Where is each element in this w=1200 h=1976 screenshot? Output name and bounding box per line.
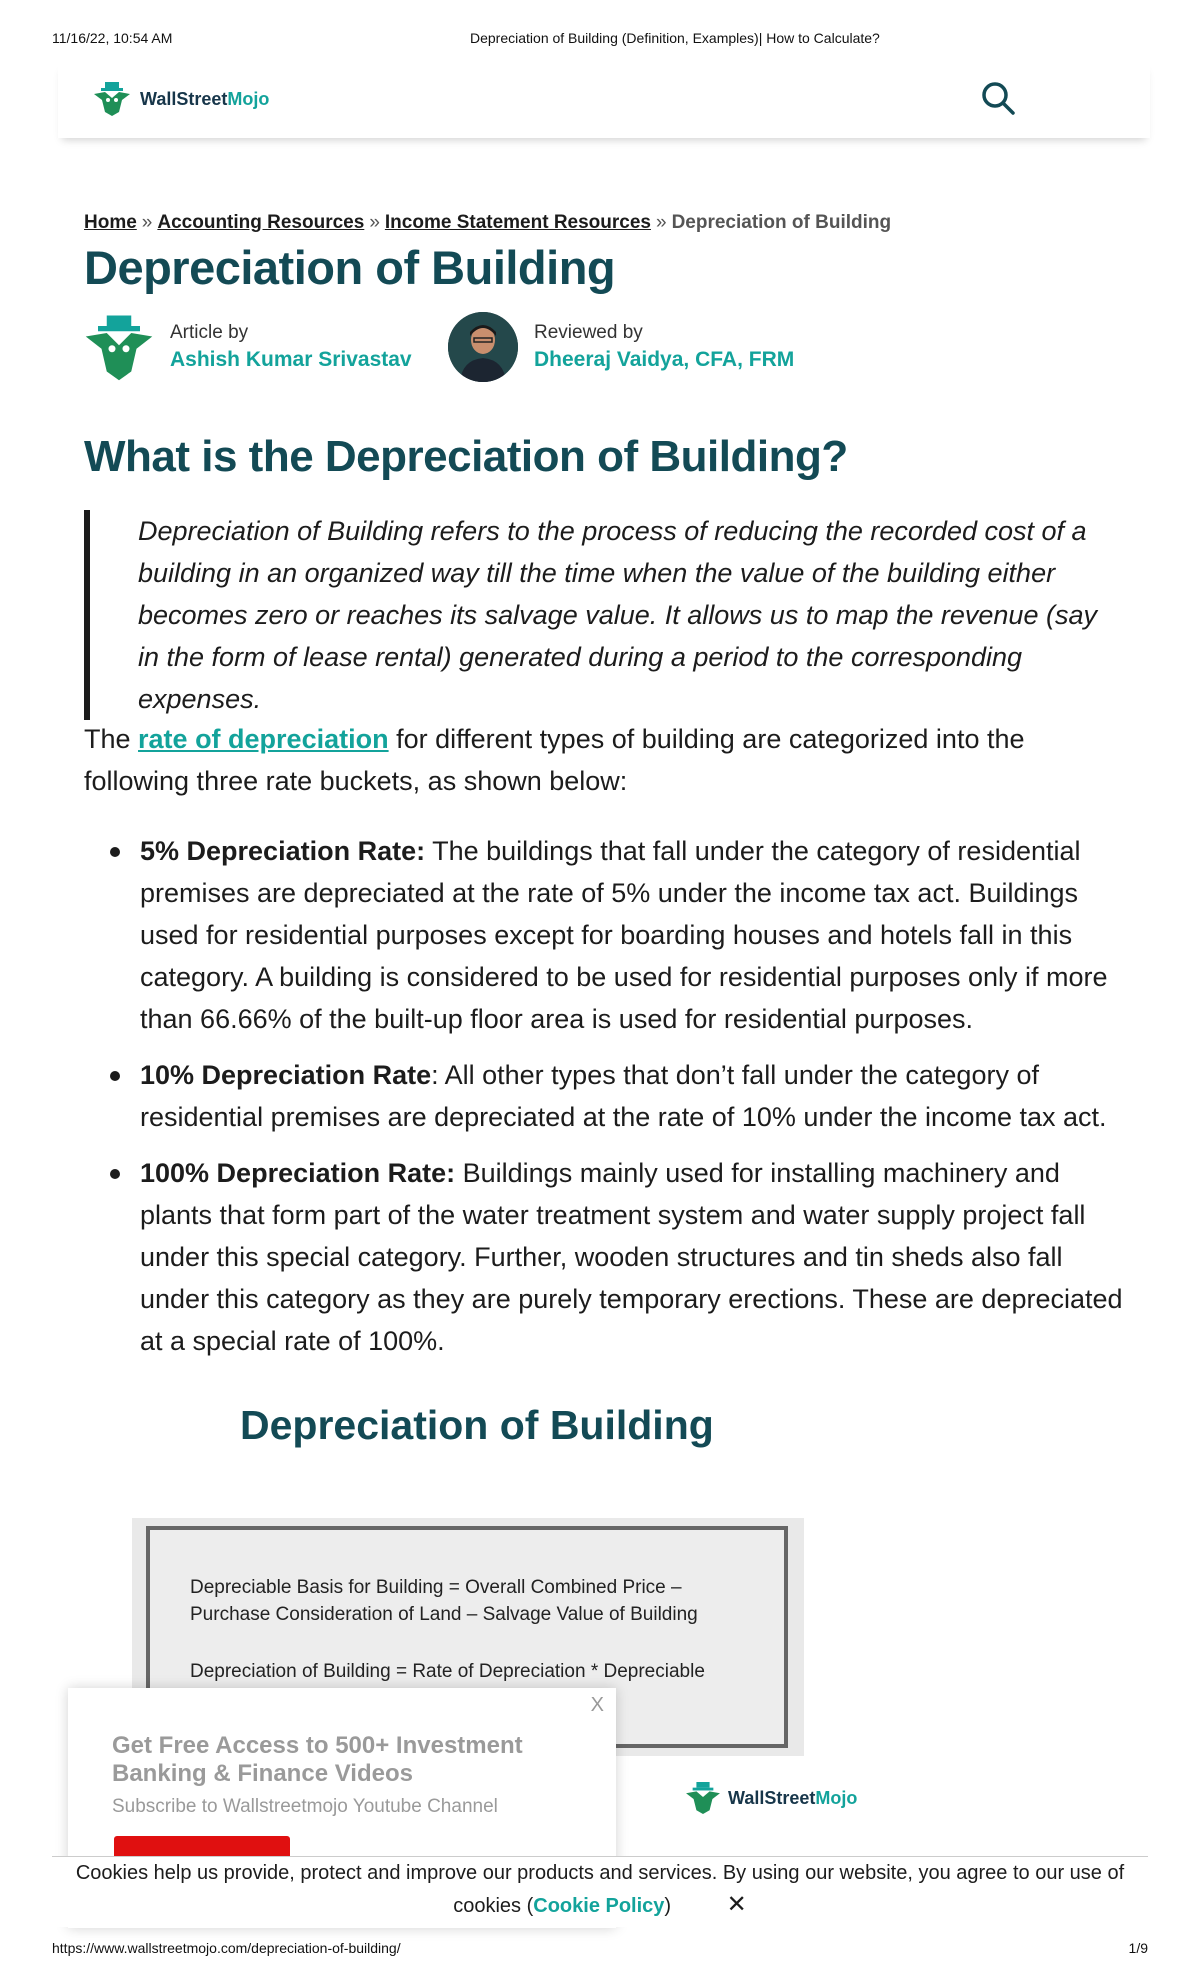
page-title: Depreciation of Building [84, 241, 616, 294]
popup-subtitle: Subscribe to Wallstreetmojo Youtube Channel [112, 1796, 498, 1817]
wallstreetmojo-logo-icon [684, 1782, 722, 1814]
site-logo[interactable] [92, 82, 269, 116]
breadcrumb-current: Depreciation of Building [671, 212, 892, 233]
formula-depreciable-basis: Depreciable Basis for Building = Overall Combined Price – Purchase Consideration of Land – Salvage Value of Building [190, 1577, 698, 1625]
reviewer-name[interactable]: Dheeraj Vaidya, CFA, FRM [534, 348, 795, 371]
site-header [58, 62, 1150, 138]
breadcrumb-separator: » [655, 212, 667, 233]
site-logo-text: WallStreetMojo [140, 88, 270, 109]
figure-logo-text: WallStreetMojo [728, 1787, 858, 1808]
article-reviewer [448, 312, 794, 382]
reviewer-photo [448, 312, 518, 382]
popup-close-button[interactable]: X [590, 1694, 604, 1716]
wallstreetmojo-logo-icon [92, 82, 132, 116]
cookie-banner: Cookies help us provide, protect and improve our products and services. By using our website, you agree to our use of cookies (Cookie Policy) ✕ [52, 1856, 1148, 1927]
print-page-number: 1/9 [1128, 1940, 1148, 1956]
definition-blockquote: Depreciation of Building refers to the process of reducing the recorded cost of a building in an organized way till the time when the value of the building either becomes zero or reaches its salvage value. It allows us to map the revenue (say in the form of lease rental) generated during a period to the corresponding expenses. [84, 510, 1114, 720]
author-label: Article by [170, 322, 249, 343]
cookie-text: Cookies help us provide, protect and improve our products and services. By using our website, you agree to our use of cookies ( [75, 1862, 1125, 1917]
formula-depreciation: Depreciation of Building = Rate of Depreciation * Depreciable [190, 1661, 705, 1682]
article-author [84, 312, 412, 382]
list-item: 100% Depreciation Rate: Buildings mainly used for installing machinery and plants that form part of the water treatment system and water supply project fall under this special category. Further, wooden structures and tin sheds also fall under this category as they are purely temporary erections. These are depreciated at a special rate of 100%. [84, 1152, 1124, 1362]
breadcrumb-accounting-resources[interactable]: Accounting Resources [157, 212, 365, 233]
rate-of-depreciation-link[interactable]: rate of depreciation [138, 724, 389, 754]
reviewer-label: Reviewed by [534, 322, 643, 343]
search-icon[interactable] [978, 78, 1018, 118]
print-date: 11/16/22, 10:54 AM [52, 30, 173, 46]
breadcrumb-income-statement-resources[interactable]: Income Statement Resources [384, 212, 651, 233]
breadcrumb-separator: » [141, 212, 153, 233]
figure-logo [684, 1782, 857, 1814]
depreciation-rate-list [84, 830, 1124, 1376]
cookie-policy-link[interactable]: Cookie Policy [533, 1895, 665, 1917]
list-item: 5% Depreciation Rate: The buildings that fall under the category of residential premises are depreciated at the rate of 5% under the income tax act. Buildings used for residential purposes except for boarding houses and hotels fall in this category. A building is considered to be used for residential purposes only if more than 66.66% of the built-up floor area is used for residential purposes. [84, 830, 1124, 1040]
figure-title: Depreciation of Building [240, 1402, 714, 1448]
list-item: 10% Depreciation Rate: All other types that don’t fall under the category of residential premises are depreciated at the rate of 10% under the income tax act. [84, 1054, 1124, 1138]
breadcrumb-home[interactable]: Home [84, 212, 137, 233]
print-url: https://www.wallstreetmojo.com/depreciation-of-building/ [52, 1940, 401, 1956]
author-avatar-icon [84, 312, 154, 382]
author-name[interactable]: Ashish Kumar Srivastav [170, 348, 412, 371]
breadcrumb [84, 212, 891, 234]
section-title: What is the Depreciation of Building? [84, 432, 848, 481]
print-page-title: Depreciation of Building (Definition, Examples)| How to Calculate? [470, 30, 880, 46]
popup-heading: Get Free Access to 500+ Investment Banking & Finance Videos [112, 1732, 523, 1787]
breadcrumb-separator: » [369, 212, 380, 233]
close-icon[interactable]: ✕ [726, 1891, 747, 1918]
intro-paragraph: The rate of depreciation for different types of building are categorized into the following three rate buckets, as shown below: [84, 724, 1025, 796]
